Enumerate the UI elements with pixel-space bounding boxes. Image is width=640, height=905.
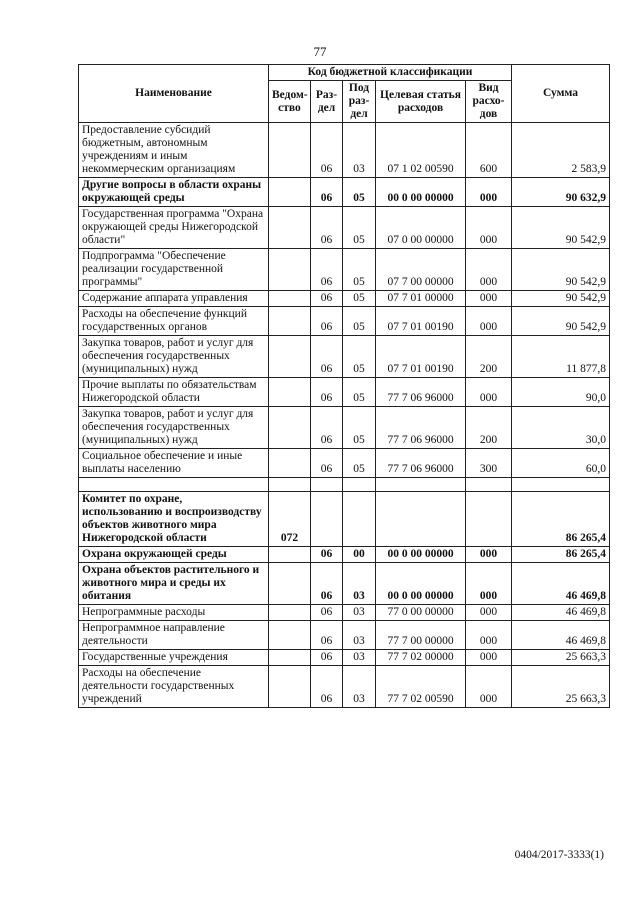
row-podrazdel bbox=[343, 478, 376, 492]
row-target-article: 77 7 00 00000 bbox=[376, 621, 466, 650]
row-razdel: 06 bbox=[311, 449, 343, 478]
budget-table bbox=[78, 64, 610, 708]
table-row bbox=[79, 291, 610, 307]
row-razdel: 06 bbox=[311, 407, 343, 449]
row-sum: 11 877,8 bbox=[512, 336, 610, 378]
row-vedomstvo bbox=[269, 336, 311, 378]
row-expense-type: 200 bbox=[466, 336, 512, 378]
row-target-article: 07 0 00 00000 bbox=[376, 207, 466, 249]
table-row bbox=[79, 207, 610, 249]
row-expense-type: 200 bbox=[466, 407, 512, 449]
row-vedomstvo bbox=[269, 478, 311, 492]
row-razdel bbox=[311, 492, 343, 547]
row-podrazdel: 05 bbox=[343, 207, 376, 249]
row-sum: 90 542,9 bbox=[512, 291, 610, 307]
table-body bbox=[79, 123, 610, 708]
row-vedomstvo bbox=[269, 407, 311, 449]
row-expense-type: 000 bbox=[466, 291, 512, 307]
row-vedomstvo bbox=[269, 291, 311, 307]
row-podrazdel: 05 bbox=[343, 407, 376, 449]
row-name: Закупка товаров, работ и услуг для обеспечения государственных (муниципальных) нужд bbox=[79, 336, 269, 378]
row-target-article: 07 7 00 00000 bbox=[376, 249, 466, 291]
row-expense-type: 000 bbox=[466, 307, 512, 336]
document-code: 0404/2017-3333(1) bbox=[514, 849, 604, 861]
row-name: Расходы на обеспечение функций государственных органов bbox=[79, 307, 269, 336]
row-name: Социальное обеспечение и иные выплаты населению bbox=[79, 449, 269, 478]
row-target-article: 07 7 01 00190 bbox=[376, 307, 466, 336]
row-expense-type: 000 bbox=[466, 207, 512, 249]
row-target-article: 00 0 00 00000 bbox=[376, 563, 466, 605]
row-target-article: 00 0 00 00000 bbox=[376, 178, 466, 207]
table-row bbox=[79, 605, 610, 621]
row-name: Расходы на обеспечение деятельности государственных учреждений bbox=[79, 666, 269, 708]
row-sum: 25 663,3 bbox=[512, 650, 610, 666]
row-target-article: 77 7 06 96000 bbox=[376, 378, 466, 407]
row-vedomstvo bbox=[269, 378, 311, 407]
row-razdel: 06 bbox=[311, 650, 343, 666]
row-podrazdel: 05 bbox=[343, 307, 376, 336]
header-name: Наименование bbox=[79, 65, 269, 123]
row-podrazdel: 03 bbox=[343, 666, 376, 708]
row-sum: 86 265,4 bbox=[512, 492, 610, 547]
table-row bbox=[79, 178, 610, 207]
row-target-article: 77 0 00 00000 bbox=[376, 605, 466, 621]
table-row bbox=[79, 666, 610, 708]
row-expense-type: 000 bbox=[466, 666, 512, 708]
page-number: 77 bbox=[313, 44, 327, 59]
row-razdel: 06 bbox=[311, 666, 343, 708]
row-expense-type: 000 bbox=[466, 563, 512, 605]
row-razdel: 06 bbox=[311, 207, 343, 249]
row-sum: 2 583,9 bbox=[512, 123, 610, 178]
row-expense-type: 000 bbox=[466, 547, 512, 563]
row-expense-type: 000 bbox=[466, 249, 512, 291]
row-name: Содержание аппарата управления bbox=[79, 291, 269, 307]
header-sum: Сумма bbox=[512, 65, 610, 123]
row-sum: 46 469,8 bbox=[512, 621, 610, 650]
table-row bbox=[79, 249, 610, 291]
row-expense-type: 600 bbox=[466, 123, 512, 178]
row-podrazdel bbox=[343, 492, 376, 547]
table-row bbox=[79, 336, 610, 378]
row-razdel: 06 bbox=[311, 291, 343, 307]
row-vedomstvo bbox=[269, 605, 311, 621]
table-row bbox=[79, 621, 610, 650]
row-razdel: 06 bbox=[311, 563, 343, 605]
row-expense-type bbox=[466, 478, 512, 492]
row-vedomstvo bbox=[269, 249, 311, 291]
row-razdel: 06 bbox=[311, 307, 343, 336]
row-expense-type: 000 bbox=[466, 378, 512, 407]
row-target-article: 07 7 01 00000 bbox=[376, 291, 466, 307]
row-name: Государственные учреждения bbox=[79, 650, 269, 666]
row-sum: 46 469,8 bbox=[512, 605, 610, 621]
row-sum: 90,0 bbox=[512, 378, 610, 407]
row-razdel bbox=[311, 478, 343, 492]
row-podrazdel: 05 bbox=[343, 291, 376, 307]
header-classification-group: Код бюджетной классификации bbox=[269, 65, 512, 81]
row-razdel: 06 bbox=[311, 547, 343, 563]
row-vedomstvo bbox=[269, 123, 311, 178]
row-target-article: 07 1 02 00590 bbox=[376, 123, 466, 178]
row-name: Комитет по охране, использованию и воспроизводству объектов животного мира Нижегородской области bbox=[79, 492, 269, 547]
row-name: Предоставление субсидий бюджетным, автономным учреждениям и иным некоммерческим организациям bbox=[79, 123, 269, 178]
row-name: Закупка товаров, работ и услуг для обеспечения государственных (муниципальных) нужд bbox=[79, 407, 269, 449]
row-target-article: 77 7 06 96000 bbox=[376, 449, 466, 478]
row-podrazdel: 05 bbox=[343, 378, 376, 407]
header-podrazdel: Под раз-дел bbox=[343, 81, 376, 123]
header-target-article: Целевая статья расходов bbox=[376, 81, 466, 123]
row-sum: 46 469,8 bbox=[512, 563, 610, 605]
table-row bbox=[79, 478, 610, 492]
row-razdel: 06 bbox=[311, 621, 343, 650]
header-expense-type: Вид расхо-дов bbox=[466, 81, 512, 123]
row-podrazdel: 05 bbox=[343, 449, 376, 478]
row-target-article: 77 7 06 96000 bbox=[376, 407, 466, 449]
table-row bbox=[79, 123, 610, 178]
row-podrazdel: 05 bbox=[343, 249, 376, 291]
row-name: Прочие выплаты по обязательствам Нижегородской области bbox=[79, 378, 269, 407]
row-razdel: 06 bbox=[311, 123, 343, 178]
header-vedomstvo: Ведом-ство bbox=[269, 81, 311, 123]
row-podrazdel: 03 bbox=[343, 563, 376, 605]
table-row bbox=[79, 492, 610, 547]
row-podrazdel: 03 bbox=[343, 123, 376, 178]
row-vedomstvo bbox=[269, 650, 311, 666]
row-razdel: 06 bbox=[311, 178, 343, 207]
row-expense-type: 000 bbox=[466, 650, 512, 666]
row-podrazdel: 05 bbox=[343, 336, 376, 378]
row-target-article: 77 7 02 00000 bbox=[376, 650, 466, 666]
row-name: Подпрограмма "Обеспечение реализации государственной программы" bbox=[79, 249, 269, 291]
table-row bbox=[79, 449, 610, 478]
row-sum: 86 265,4 bbox=[512, 547, 610, 563]
row-razdel: 06 bbox=[311, 378, 343, 407]
row-name: Охрана объектов растительного и животного мира и среды их обитания bbox=[79, 563, 269, 605]
row-podrazdel: 05 bbox=[343, 178, 376, 207]
row-name: Непрограммные расходы bbox=[79, 605, 269, 621]
header-razdel: Раз-дел bbox=[311, 81, 343, 123]
row-sum: 90 542,9 bbox=[512, 207, 610, 249]
row-name bbox=[79, 478, 269, 492]
row-sum: 25 663,3 bbox=[512, 666, 610, 708]
row-expense-type: 000 bbox=[466, 621, 512, 650]
row-sum: 90 632,9 bbox=[512, 178, 610, 207]
table-row bbox=[79, 407, 610, 449]
row-podrazdel: 03 bbox=[343, 605, 376, 621]
row-vedomstvo bbox=[269, 449, 311, 478]
table-row bbox=[79, 547, 610, 563]
row-expense-type: 300 bbox=[466, 449, 512, 478]
row-podrazdel: 03 bbox=[343, 650, 376, 666]
row-name: Охрана окружающей среды bbox=[79, 547, 269, 563]
row-target-article: 77 7 02 00590 bbox=[376, 666, 466, 708]
row-name: Другие вопросы в области охраны окружающей среды bbox=[79, 178, 269, 207]
row-razdel: 06 bbox=[311, 249, 343, 291]
row-expense-type: 000 bbox=[466, 178, 512, 207]
row-name: Непрограммное направление деятельности bbox=[79, 621, 269, 650]
row-vedomstvo bbox=[269, 207, 311, 249]
row-vedomstvo bbox=[269, 547, 311, 563]
table-row bbox=[79, 307, 610, 336]
row-target-article bbox=[376, 478, 466, 492]
row-expense-type: 000 bbox=[466, 605, 512, 621]
row-vedomstvo bbox=[269, 563, 311, 605]
row-podrazdel: 00 bbox=[343, 547, 376, 563]
row-target-article: 07 7 01 00190 bbox=[376, 336, 466, 378]
row-sum bbox=[512, 478, 610, 492]
row-razdel: 06 bbox=[311, 336, 343, 378]
row-vedomstvo bbox=[269, 307, 311, 336]
row-target-article bbox=[376, 492, 466, 547]
table-row bbox=[79, 378, 610, 407]
row-sum: 60,0 bbox=[512, 449, 610, 478]
row-target-article: 00 0 00 00000 bbox=[376, 547, 466, 563]
row-podrazdel: 03 bbox=[343, 621, 376, 650]
row-expense-type bbox=[466, 492, 512, 547]
row-sum: 90 542,9 bbox=[512, 249, 610, 291]
row-razdel: 06 bbox=[311, 605, 343, 621]
row-vedomstvo bbox=[269, 178, 311, 207]
row-vedomstvo bbox=[269, 621, 311, 650]
row-vedomstvo bbox=[269, 666, 311, 708]
table-row bbox=[79, 563, 610, 605]
row-name: Государственная программа "Охрана окружающей среды Нижегородской области" bbox=[79, 207, 269, 249]
row-vedomstvo: 072 bbox=[269, 492, 311, 547]
row-sum: 30,0 bbox=[512, 407, 610, 449]
table-row bbox=[79, 650, 610, 666]
row-sum: 90 542,9 bbox=[512, 307, 610, 336]
